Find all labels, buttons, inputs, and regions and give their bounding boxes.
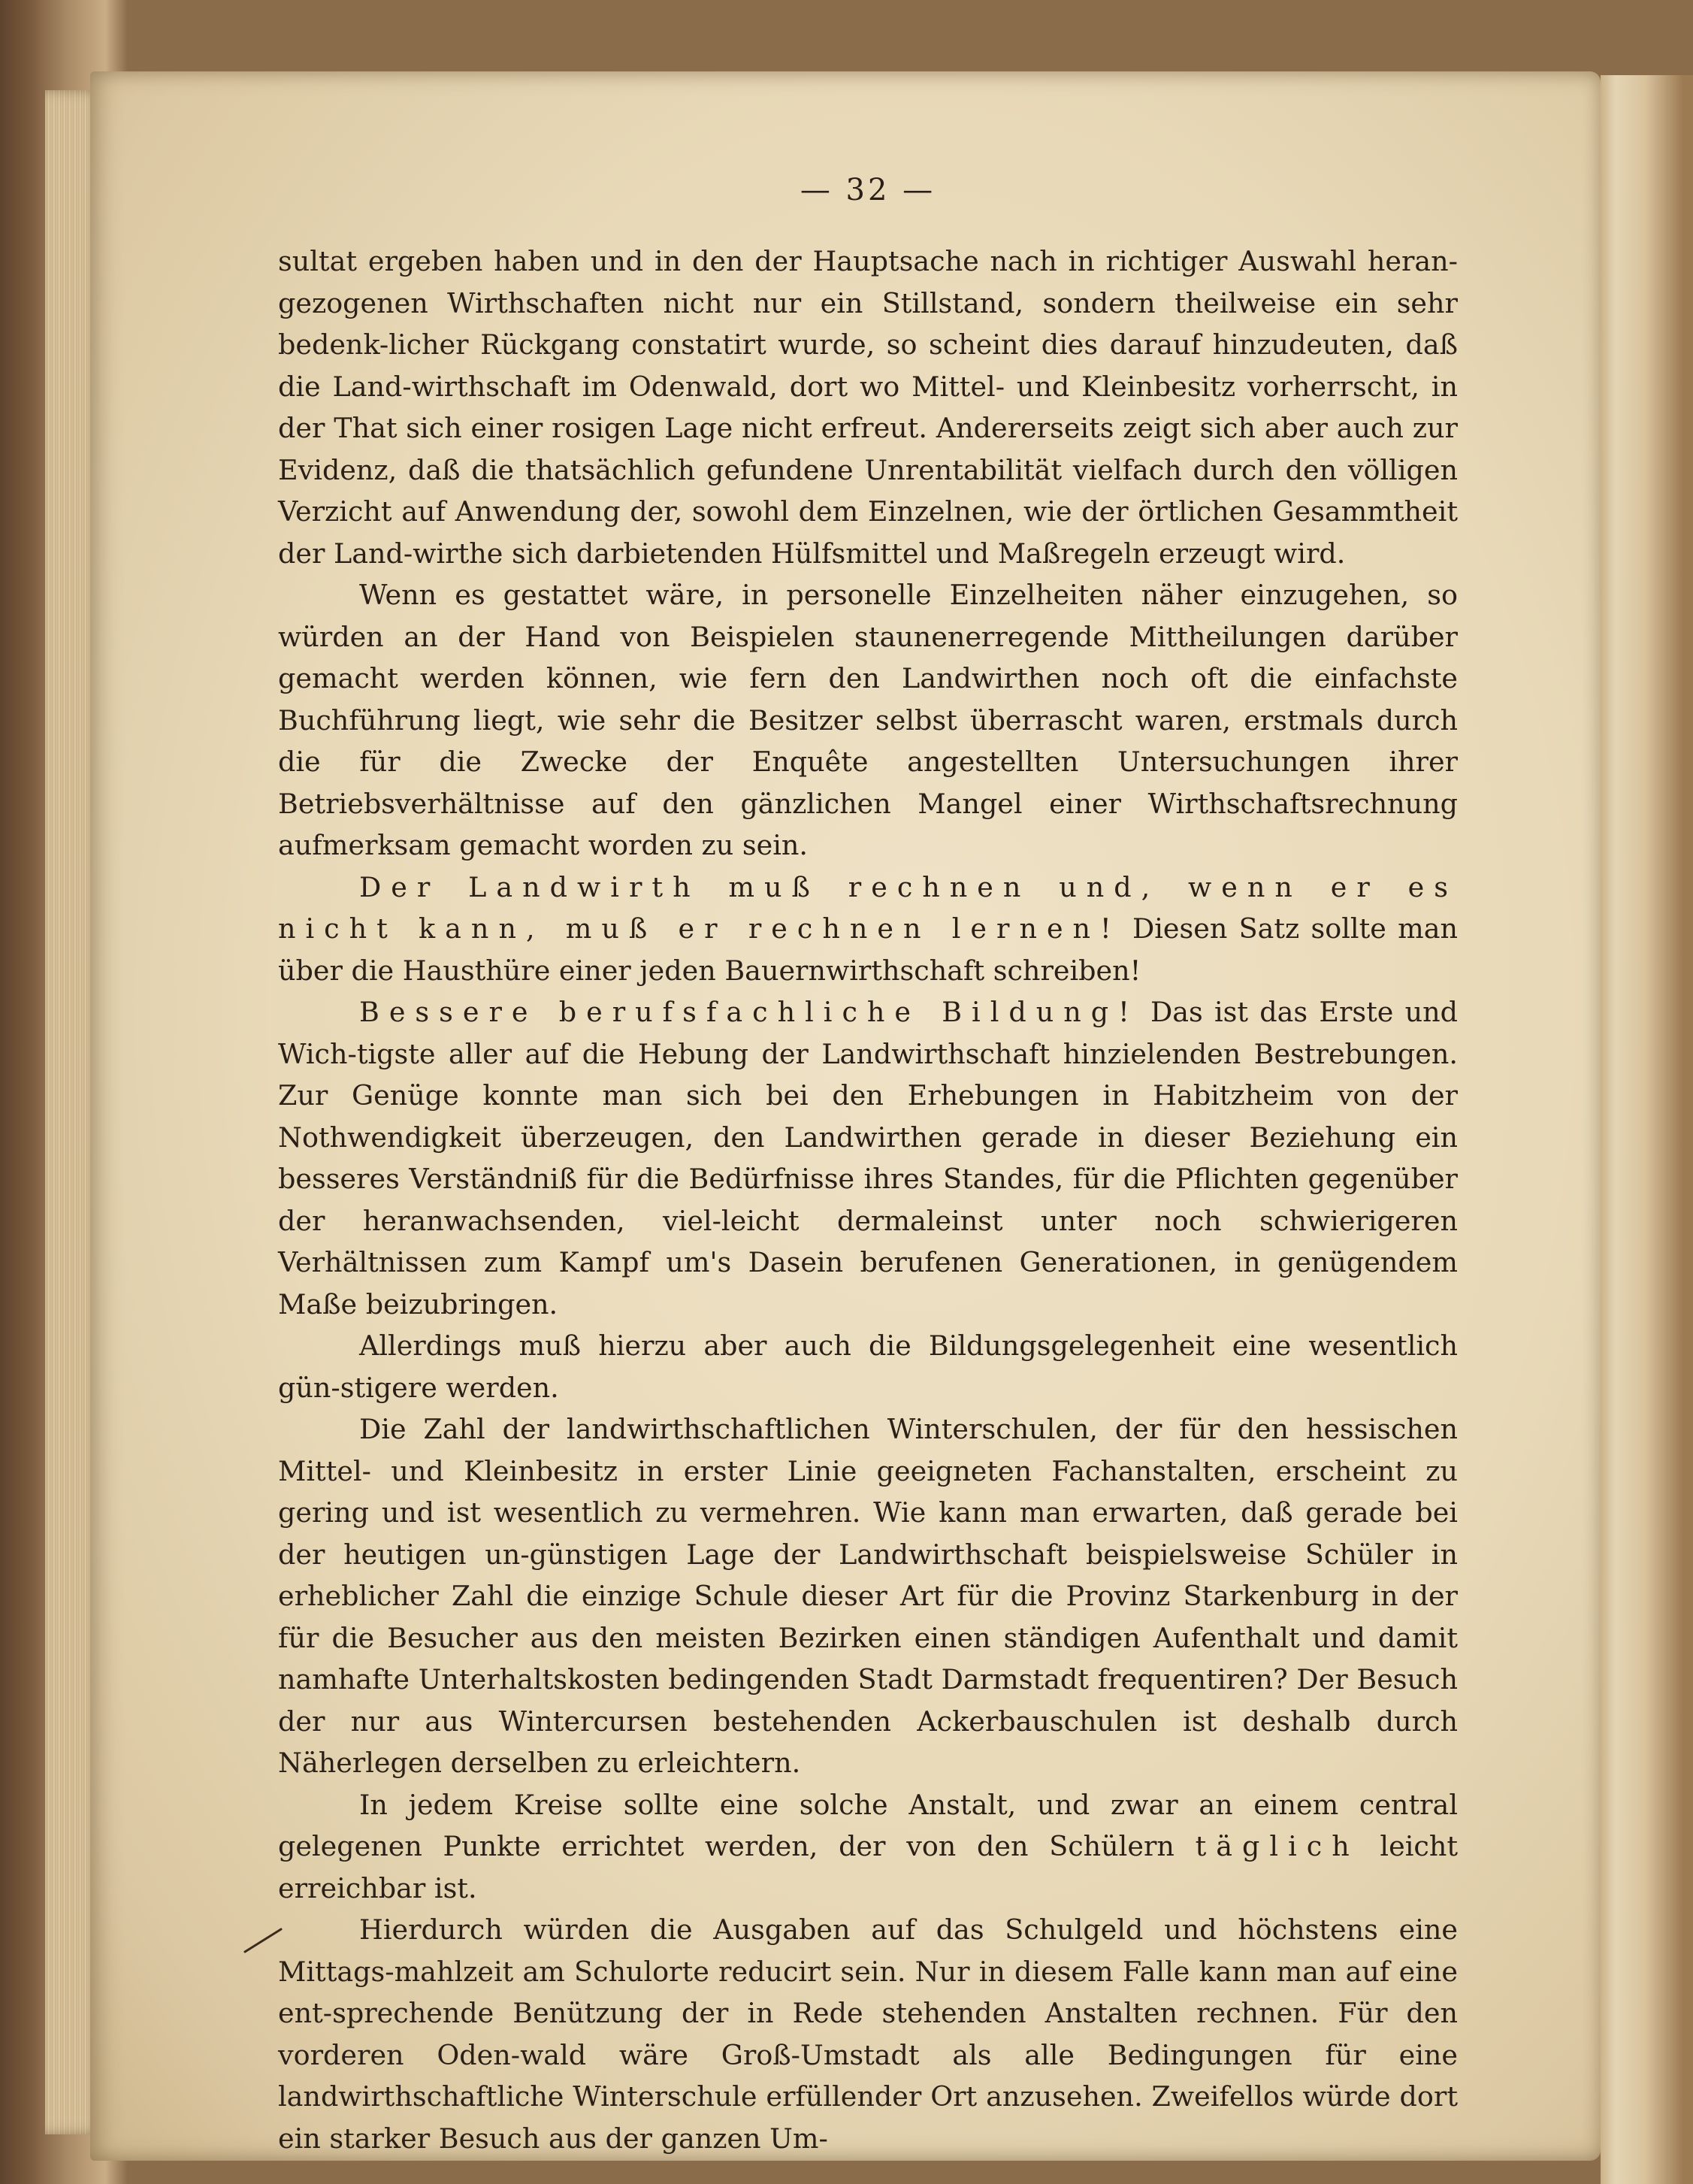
paragraph-p6 bbox=[278, 1408, 1458, 1784]
emphasized-text: täglich bbox=[1195, 1830, 1359, 1862]
text-run: Hierdurch würden die Ausgaben auf das Schulgeld und höchstens eine Mittags-mahlzeit am Schulorte reducirt sein. Nur in diesem Falle kann man auf eine ent-sprechende Benützung der in Rede stehenden Anstalten rechnen. Für den vorderen Oden-wald wäre Groß-Umstadt als alle Bedingungen für eine landwirthschaftliche Winterschule erfüllender Ort anzusehen. Zweifellos würde dort ein starker Besuch aus der ganzen Um- bbox=[278, 1913, 1458, 2155]
facing-page-edge bbox=[1601, 75, 1693, 2184]
text-run: Wenn es gestattet wäre, in personelle Einzelheiten näher einzugehen, so würden an der Hand von Beispielen staunenerregende Mittheilungen darüber gemacht werden können, wie fern den Landwirthen noch oft die einfachste Buchführung liegt, wie sehr die Besitzer selbst überrascht waren, erstmals durch die für die Zwecke der Enquête angestellten Untersuchungen ihrer Betriebsverhältnisse auf den gänzlichen Mangel einer Wirthschaftsrechnung aufmerksam gemacht worden zu sein. bbox=[278, 579, 1458, 861]
text-run: In jedem Kreise sollte eine solche Anstalt, und zwar an einem central gelegenen Punkte errichtet werden, der von den Schülern bbox=[278, 1788, 1458, 1862]
paragraph-p7 bbox=[278, 1784, 1458, 1910]
text-run: Das ist das Erste und Wich-tigste aller auf die Hebung der Landwirthschaft hinzielenden Bestrebungen. Zur Genüge konnte man sich bei den Erhebungen in Habitzheim von der Nothwendigkeit überzeugen, den Landwirthen gerade in dieser Beziehung ein besseres Verständniß für die Bedürfnisse ihres Standes, für die Pflichten gegenüber der heranwachsenden, viel-leicht dermaleinst unter noch schwierigeren Verhältnissen zum Kampf um's Dasein berufenen Generationen, in genügendem Maße beizubringen. bbox=[278, 996, 1458, 1320]
text-run: Allerdings muß hierzu aber auch die Bildungsgelegenheit eine wesentlich gün-stigere werden. bbox=[278, 1329, 1458, 1404]
paragraph-p8 bbox=[278, 1909, 1458, 2159]
page-number: — 32 — bbox=[800, 173, 936, 207]
text-run: Diesen Satz sollte man über die Hausthüre einer jeden Bauernwirthschaft schreiben! bbox=[278, 912, 1458, 987]
paragraph-p1 bbox=[278, 240, 1458, 574]
paragraph-p4 bbox=[278, 991, 1458, 1325]
paragraph-p2 bbox=[278, 574, 1458, 867]
text-run: Die Zahl der landwirthschaftlichen Winterschulen, der für den hessischen Mittel- und Kleinbesitz in erster Linie geeigneten Fachanstalten, erscheint zu gering und ist wesentlich zu vermehren. Wie kann man erwarten, daß gerade bei der heutigen un-günstigen Lage der Landwirthschaft beispielsweise Schüler in erheblicher Zahl die einzige Schule dieser Art für die Provinz Starkenburg in der für die Besucher aus den meisten Bezirken einen ständigen Aufenthalt und damit namhafte Unterhaltskosten bedingenden Stadt Darmstadt frequentiren? Der Besuch der nur aus Wintercursen bestehenden Ackerbauschulen ist deshalb durch Näherlegen derselben zu erleichtern. bbox=[278, 1413, 1458, 1779]
emphasized-text: Bessere berufsfachliche Bildung! bbox=[359, 996, 1139, 1028]
paragraph-p5 bbox=[278, 1325, 1458, 1408]
text-run: sultat ergeben haben und in den der Hauptsache nach in richtiger Auswahl heran-gezogenen Wirthschaften nicht nur ein Stillstand, sondern theilweise ein sehr bedenk-licher Rückgang constatirt wurde, so scheint dies darauf hinzudeuten, daß die Land-wirthschaft im Odenwald, dort wo Mittel- und Kleinbesitz vorherrscht, in der That sich einer rosigen Lage nicht erfreut. Andererseits zeigt sich aber auch zur Evidenz, daß die thatsächlich gefundene Unrentabilität vielfach durch den völligen Verzicht auf Anwendung der, sowohl dem Einzelnen, wie der örtlichen Gesammtheit der Land-wirthe sich darbietenden Hülfsmittel und Maßregeln erzeugt wird. bbox=[278, 245, 1458, 570]
emphasized-text: Der Landwirth muß rechnen und, wenn er es nicht kann, muß er rechnen lernen! bbox=[278, 870, 1458, 945]
pencil-margin-mark bbox=[242, 1925, 287, 1955]
paragraph-p3 bbox=[278, 867, 1458, 992]
body-text bbox=[278, 240, 1458, 2159]
text-run: leicht erreichbar ist. bbox=[278, 1830, 1459, 1904]
